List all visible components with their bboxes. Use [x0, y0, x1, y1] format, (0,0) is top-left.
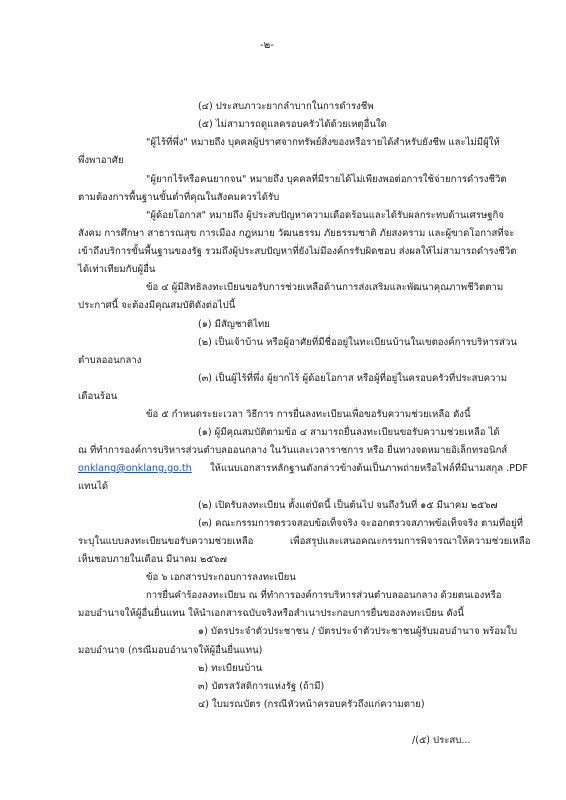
email-link[interactable]: onklang@onklang.go.th — [78, 463, 192, 474]
text-line: ข้อ ๕ กำหนดระยะเวลา วิธีการ การยื่นลงทะเบียนเพื่อขอรับความช่วยเหลือ ดังนี้ — [146, 409, 471, 420]
text-line: (๓) คณะกรรมการตรวจสอบข้อเท็จจริง จะออกตรวจสภาพข้อเท็จจริง ตามที่อยู่ที่ — [198, 518, 523, 529]
text-line: (๕) ไม่สามารถดูแลครอบครัวได้ด้วยเหตุอื่นใด — [198, 119, 387, 130]
text-line: ข้อ ๔ ผู้มีสิทธิลงทะเบียนขอรับการช่วยเหลือด้านการส่งเสริมและพัฒนาคุณภาพชีวิตตาม — [146, 282, 504, 293]
text-line: (๓) เป็นผู้ไร้ที่พึ่ง ผู้ยากไร้ ผู้ด้อยโอกาส หรือผู้ที่อยู่ในครอบครัวที่ประสบความ — [198, 373, 508, 384]
text-line: ๑) บัตรประจำตัวประชาชน / บัตรประจำตัวประชาชนผู้รับมอบอำนาจ พร้อมใบ — [198, 626, 518, 637]
text-line: ๓) บัตรสวัสดิการแห่งรัฐ (ถ้ามี) — [198, 681, 325, 692]
text-line: มอบอำนาจ (กรณีมอบอำนาจให้ผู้อื่นยื่นแทน) — [78, 645, 263, 656]
text-line: ตำบลออนกลาง — [78, 355, 142, 366]
text-line: (๑) ผู้มีคุณสมบัติตามข้อ ๔ สามารถยื่นลงทะเบียนขอรับความช่วยเหลือ ได้ — [198, 427, 500, 438]
text-line: เข้าถึงบริการขั้นพื้นฐานของรัฐ รวมถึงผู้ประสบปัญหาที่ยังไม่มีองค์กรรับผิดชอบ ส่งผลให้ไม่สามารถดำรงชีวิต — [78, 246, 517, 257]
text-line: (๒) เป็นเจ้าบ้าน หรือผู้อาศัยที่มีชื่ออยู่ในทะเบียนบ้านในเขตองค์การบริหารส่วน — [198, 337, 517, 348]
text-line: ระบุในแบบลงทะเบียนขอรับความช่วยเหลือ — [78, 536, 254, 547]
text-line: การยื่นคำร้องลงทะเบียน ณ ที่ทำการองค์การบริหารส่วนตำบลออนกลาง ด้วยตนเองหรือ — [146, 590, 502, 601]
continuation-note: /(๕) ประสบ... — [412, 735, 471, 746]
text-line: เห็นชอบภายในเดือน มีนาคม ๒๕๖๗ — [78, 554, 227, 565]
text-line: พึ่งพาอาศัย — [78, 155, 124, 166]
text-line: ๒) ทะเบียนบ้าน — [198, 663, 263, 674]
text-line: (๑) มีสัญชาติไทย — [198, 319, 270, 330]
text-line: ประกาศนี้ จะต้องมีคุณสมบัติดังต่อไปนี้ — [78, 300, 236, 311]
text-line: แทนได้ — [78, 481, 109, 492]
text-line: ได้เท่าเทียมกับผู้อื่น — [78, 264, 156, 275]
text-line: ข้อ ๖ เอกสารประกอบการลงทะเบียน — [146, 572, 296, 583]
text-line: "ผู้ไร้ที่พึ่ง" หมายถึง บุคคลผู้ปราศจากทรัพย์สิ่งของหรือรายได้สำหรับยังชีพ และไม่มีผู้ให้ — [146, 137, 500, 148]
text-line: เดือนร้อน — [78, 391, 118, 402]
text-line: ณ ที่ทำการองค์การบริหารส่วนตำบลออนกลาง ในวันและเวลาราชการ หรือ ยื่นทางจดหมายอิเล็กทรอนิกส์ — [78, 445, 508, 456]
text-line: เพื่อสรุปและเสนอคณะกรรมการพิจารณาให้ความช่วยเหลือ — [290, 536, 531, 547]
page-number: -๒- — [260, 40, 274, 51]
text-line: ให้แนบเอกสารหลักฐานดังกล่าวข้างต้นเป็นภาพถ่ายหรือไฟล์ที่มีนามสกุล .PDF — [210, 463, 528, 474]
text-line: (๒) เปิดรับลงทะเบียน ตั้งแต่บัดนี้ เป็นต้นไป จนถึงวันที่ ๑๕ มีนาคม ๒๕๖๗ — [198, 500, 498, 511]
text-line: "ผู้ยากไร้หรือคนยากจน" หมายถึง บุคคลที่มีรายได้ไม่เพียงพอต่อการใช้จ่ายการดำรงชีวิต — [146, 174, 507, 185]
text-line: มอบอำนาจให้ผู้อื่นยื่นแทน ให้นำเอกสารฉบับจริงหรือสำเนาประกอบการยื่นของลงทะเบียน ดังนี้ — [78, 608, 464, 619]
text-line: ตามต้องการพื้นฐานขั้นต่ำที่คุณในสังคมควรได้รับ — [78, 192, 280, 203]
text-line: "ผู้ด้อยโอกาส" หมายถึง ผู้ประสบปัญหาความเดือดร้อนและได้รับผลกระทบด้านเศรษฐกิจ — [146, 210, 504, 221]
text-line: ๔) ใบมรณบัตร (กรณีหัวหน้าครอบครัวถึงแก่ความตาย) — [198, 699, 425, 710]
text-line: (๔) ประสบภาวะยากลำบากในการดำรงชีพ — [198, 101, 374, 112]
text-line: สังคม การศึกษา สาธารณสุข การเมือง กฎหมาย วัฒนธรรม ภัยธรรมชาติ ภัยสงคราม และผู้ขาดโอกาสที่จะ — [78, 228, 515, 239]
